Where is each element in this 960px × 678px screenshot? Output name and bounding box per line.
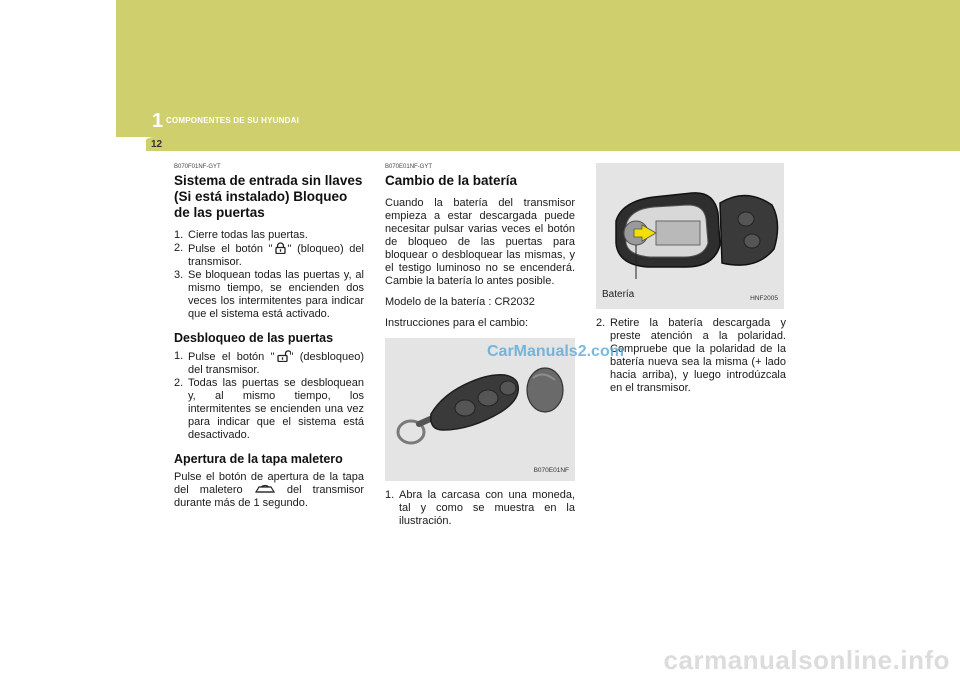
section-title-battery: Cambio de la batería [385, 173, 518, 188]
lock-icon [274, 242, 287, 253]
column-battery-figure [596, 163, 786, 395]
unlock-icon [276, 350, 289, 361]
figure-code: HNF2005 [750, 295, 778, 302]
list-item: 2. Todas las puertas se desbloquean y, al mismo tiempo, los intermitentes se encienden una vez para indicar que el sistema está desactivado. [174, 377, 364, 441]
list-item: 1. Abra la carcasa con una moneda, tal y como se muestra en la ilustración. [385, 489, 575, 527]
section-title-keyless: Sistema de entrada sin llaves (Si está instalado) Bloqueo de las puertas [174, 173, 363, 220]
trunk-paragraph: Pulse el botón de apertura de la tapa del maletero del transmisor durante más de 1 segundo. [174, 471, 364, 509]
page-number: 12 [151, 139, 163, 150]
footer-watermark: carmanualsonline.info [663, 645, 950, 675]
unlock-steps [174, 350, 364, 442]
list-item: 3. Se bloquean todas las puertas y, al mismo tiempo, se encienden dos veces los intermitentes para indicar que el sistema está activado. [174, 269, 364, 320]
list-item: 2. Retire la batería descargada y preste atención a la polaridad. Compruebe que la polaridad de la batería nueva sea la misma (+ lado hacia arriba), y luego introdúzcala en el transmisor. [596, 317, 786, 394]
battery-model: Modelo de la batería : CR2032 [385, 296, 535, 308]
column-keyless-entry [174, 163, 364, 510]
chapter-number: 1 [152, 110, 164, 132]
figure-code: B070E01NF [533, 467, 569, 474]
section-title-unlock: Desbloqueo de las puertas [174, 331, 334, 345]
open-fob-illustration [596, 163, 784, 309]
section-code: B070F01NF-GYT [174, 164, 221, 170]
overlay-watermark: CarManuals2.com [487, 343, 624, 360]
section-title-trunk: Apertura de la tapa maletero [174, 452, 343, 466]
battery-instructions: Instrucciones para el cambio: [385, 317, 529, 329]
trunk-icon [255, 484, 275, 495]
battery-label: Batería [602, 289, 635, 300]
lock-steps [174, 229, 364, 321]
list-item: 1. Pulse el botón " " (desbloqueo) del transmisor. [174, 350, 364, 376]
section-code: B070E01NF-GYT [385, 164, 433, 170]
list-item: 1. Cierre todas las puertas. [174, 229, 308, 241]
battery-intro: Cuando la batería del transmisor empieza a estar descargada puede necesitar pulsar varias veces el botón de bloqueo de las puertas para bloquear o desbloquear las mismas, y el testigo luminoso no se encenderá. Cambie la batería lo antes posible. [385, 197, 575, 287]
list-item: 2. Pulse el botón " " (bloqueo) del transmisor. [174, 242, 364, 268]
header-tab [140, 137, 960, 151]
header-tab-corner [116, 137, 146, 167]
chapter-title: COMPONENTES DE SU HYUNDAI [166, 116, 300, 125]
